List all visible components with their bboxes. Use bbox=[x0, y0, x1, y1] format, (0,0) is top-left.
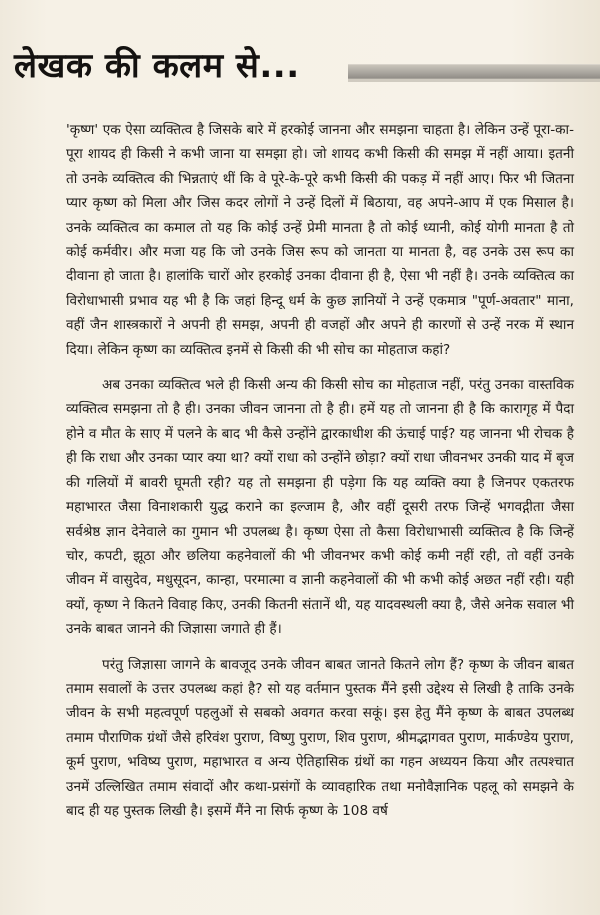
page-title: लेखक की कलम से... bbox=[14, 46, 300, 86]
paragraph-3: परंतु जिज्ञासा जागने के बावजूद उनके जीवन बाबत जानते कितने लोग हैं? कृष्ण के जीवन बाबत तमाम सवालों के उत्तर उपलब्ध कहां है? सो यह वर्तमान पुस्तक मैंने इसी उद्देश्य से लिखी है ताकि उनके जीवन के सभी महत्वपूर्ण पहलुओं से सबको अवगत करवा सकूं। इस हेतु मैंने कृष्ण के बाबत उपलब्ध तमाम पौराणिक ग्रंथों जैसे हरिवंश पुराण, विष्णु पुराण, शिव पुराण, श्रीमद्भागवत पुराण, मार्कण्डेय पुराण, कूर्म पुराण, भविष्य पुराण, महाभारत व अन्य ऐतिहासिक ग्रंथों का गहन अध्ययन किया और तत्पश्चात उनमें उल्लिखित तमाम संवादों और कथा-प्रसंगों के व्यावहारिक तथा मनोवैज्ञानिक पहलू को समझने के बाद ही यह पुस्तक लिखी है। इसमें मैंने ना सिर्फ कृष्ण के 108 वर्ष bbox=[66, 656, 574, 819]
paragraph-2: अब उनका व्यक्तित्व भले ही किसी अन्य की किसी सोच का मोहताज नहीं, परंतु उनका वास्तविक व्यक्तित्व समझना तो है ही। उनका जीवन जानना तो है ही। हमें यह तो जानना ही है कि कारागृह में पैदा होने व मौत के साए में पलने के बाद भी कैसे उन्होंने द्वारकाधीश की ऊंचाई पाई? यह जानना भी रोचक है ही कि राधा और उनका प्यार क्या था? क्यों राधा को उन्होंने छोड़ा? क्यों राधा जीवनभर उनकी याद में बृज की गलियों में बावरी घूमती रही? यह तो समझना ही पड़ेगा कि यह व्यक्ति क्या है जिनपर एकतरफ महाभारत जैसा विनाशकारी युद्ध कराने का इल्जाम है, और वहीं दूसरी तरफ जिन्हें भगवद्गीता जैसा सर्वश्रेष्ठ ज्ञान देनेवाले का गुमान भी उपलब्ध है। कृष्ण ऐसा तो कैसा विरोधाभासी व्यक्तित्व है कि जिन्हें चोर, कपटी, झूठा और छलिया कहनेवालों की भी जीवनभर कभी कोई कमी नहीं रही, तो वहीं उनके जीवन में वासुदेव, मधुसूदन, कान्हा, परमात्मा व ज्ञानी कहनेवालों की भी कभी कोई अछत नहीं रही। यही क्यों, कृष्ण ने कितने विवाह किए, उनकी कितनी संतानें थी, यह यादवस्थली क्या है, जैसे अनेक सवाल भी उनके बाबत जानने की जिज्ञासा जगाते ही हैं। bbox=[66, 377, 574, 638]
body-text bbox=[66, 118, 574, 823]
paragraph-1: 'कृष्ण' एक ऐसा व्यक्तित्व है जिसके बारे में हरकोई जानना और समझना चाहता है। लेकिन उन्हें पूरा-का-पूरा शायद ही किसी ने कभी जाना या समझा हो। जो शायद कभी किसी की समझ में नहीं आया। इतनी तो उनके व्यक्तित्व की भिन्नताएं थीं कि वे पूरे-के-पूरे कभी किसी की पकड़ में नहीं आए। फिर भी जितना प्यार कृष्ण को मिला और जिस कदर लोगों ने उन्हें दिलों में बिठाया, वह अपने-आप में एक मिसाल है। उनके व्यक्तित्व का कमाल तो यह कि कोई उन्हें प्रेमी मानता है तो कोई ध्यानी, कोई योगी मानता है तो कोई कर्मवीर। और मजा यह कि जो उनके जिस रूप को जानता या मानता है, वह उनके उस रूप का दीवाना हो जाता है। हालांकि चारों ओर हरकोई उनका दीवाना ही है, ऐसा भी नहीं है। उनके व्यक्तित्व का विरोधाभासी प्रभाव यह भी है कि जहां हिन्दू धर्म के कुछ ज्ञानियों ने उन्हें एकमात्र "पूर्ण-अवतार" माना, वहीं जैन शास्त्रकारों ने अपनी ही समझ, अपनी ही वजहों और अपने ही कारणों से उन्हें नरक में स्थान दिया। लेकिन कृष्ण का व्यक्तित्व इनमें से किसी की भी सोच का मोहताज कहां? bbox=[66, 122, 574, 358]
header-decoration-strip bbox=[348, 78, 600, 82]
header-decoration-bar bbox=[348, 64, 600, 79]
